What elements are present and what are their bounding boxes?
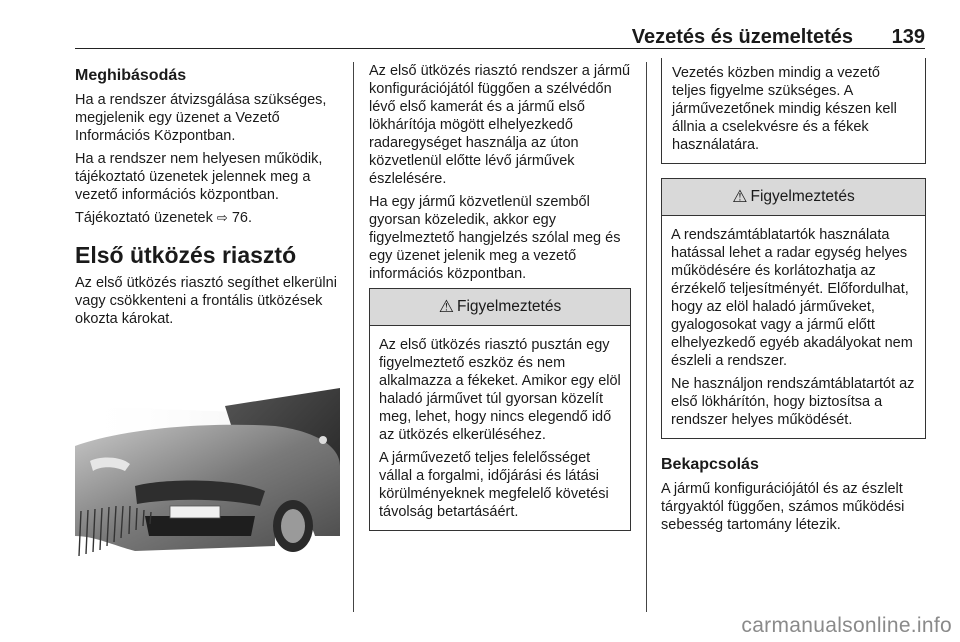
heading-activation: Bekapcsolás [661, 456, 759, 473]
page-reference-arrow-icon: ⇨ [216, 210, 228, 225]
paragraph: Az első ütközés riasztó segíthet elkerülni vagy csökkenteni a frontális ütközések okozta károkat. [75, 275, 337, 327]
paragraph: Ha egy jármű közvetlenül szemből gyorsan közeledik, akkor egy figyelmeztető hangjelzés szólal meg és egy üzenet jelenik meg a vezető információs központban. [369, 194, 621, 282]
paragraph: Az első ütközés riasztó rendszer a jármű konfigurációjától függően a szélvédőn lévő első kamerát és a jármű első lökhárítója mögött elhelyezkedő radaregységet használja az úton közvetlenül előtte lévő járművek észlelésére. [369, 63, 631, 187]
paragraph: A rendszámtáblatartók használata hatással lehet a radar egység helyes működésére és korlátozhatja az érzékelő teljesítményét. Előfordulhat, hogy az elöl haladó járműveket, gyalogosokat vagy a jármű előtt elhelyezkedő egyéb akadályokat nem észleli a rendszer. [671, 227, 913, 369]
paragraph: A jármű konfigurációjától és az észlelt tárgyaktól függően, számos működési sebesség tartomány létezik. [661, 481, 905, 533]
paragraph-reference: Tájékoztató üzenetek ⇨ 76. [75, 210, 252, 226]
car-radar-illustration [75, 386, 340, 564]
paragraph: Ne használjon rendszámtáblatartót az első lökhárítón, hogy biztosítsa a rendszer helyes működését. [671, 376, 915, 428]
section-heading: Első ütközés riasztó [75, 242, 297, 268]
warning-box-continued [661, 58, 926, 164]
paragraph: A járművezető teljes felelősséget vállal a forgalmi, időjárási és látási körülményeknek megfelelő követési távolság betartásáért. [379, 450, 609, 520]
section-title: Vezetés és üzemeltetés [631, 26, 853, 48]
warning-header: ⚠ Figyelmeztetés [370, 289, 630, 326]
paragraph: Ha a rendszer átvizsgálása szükséges, megjelenik egy üzenet a Vezető Információs Központban. [75, 92, 327, 144]
warning-body [662, 216, 925, 438]
page-header [75, 26, 925, 49]
warning-triangle-icon: ⚠ [438, 297, 454, 316]
warning-box [369, 288, 631, 531]
column-1 [75, 62, 340, 333]
page-reference-link[interactable]: 76. [231, 210, 252, 226]
warning-triangle-icon: ⚠ [732, 187, 748, 206]
column-3 [661, 62, 926, 539]
warning-box [661, 178, 926, 439]
column-divider-2 [646, 62, 647, 612]
paragraph: Vezetés közben mindig a vezető teljes figyelme szükséges. A járművezetőnek mindig készen kell állnia a cselekvésre és a fékek használatára. [672, 65, 897, 153]
column-divider-1 [353, 62, 354, 612]
paragraph: Az első ütközés riasztó pusztán egy figyelmeztető eszköz és nem alkalmazza a fékeket. Amikor egy elöl haladó járművet túl gyorsan közelít meg, lehet, hogy nincs elegendő idő az ütközés elkerüléséhez. [379, 337, 621, 443]
heading-fault: Meghibásodás [75, 67, 187, 84]
watermark: carmanualsonline.info [741, 614, 952, 637]
page-number: 139 [891, 26, 925, 48]
column-2 [369, 62, 631, 531]
warning-body [370, 326, 630, 530]
warning-header: ⚠ Figyelmeztetés [662, 179, 925, 216]
paragraph: Ha a rendszer nem helyesen működik, tájékoztató üzenetek jelennek meg a vezető információs központban. [75, 151, 323, 203]
